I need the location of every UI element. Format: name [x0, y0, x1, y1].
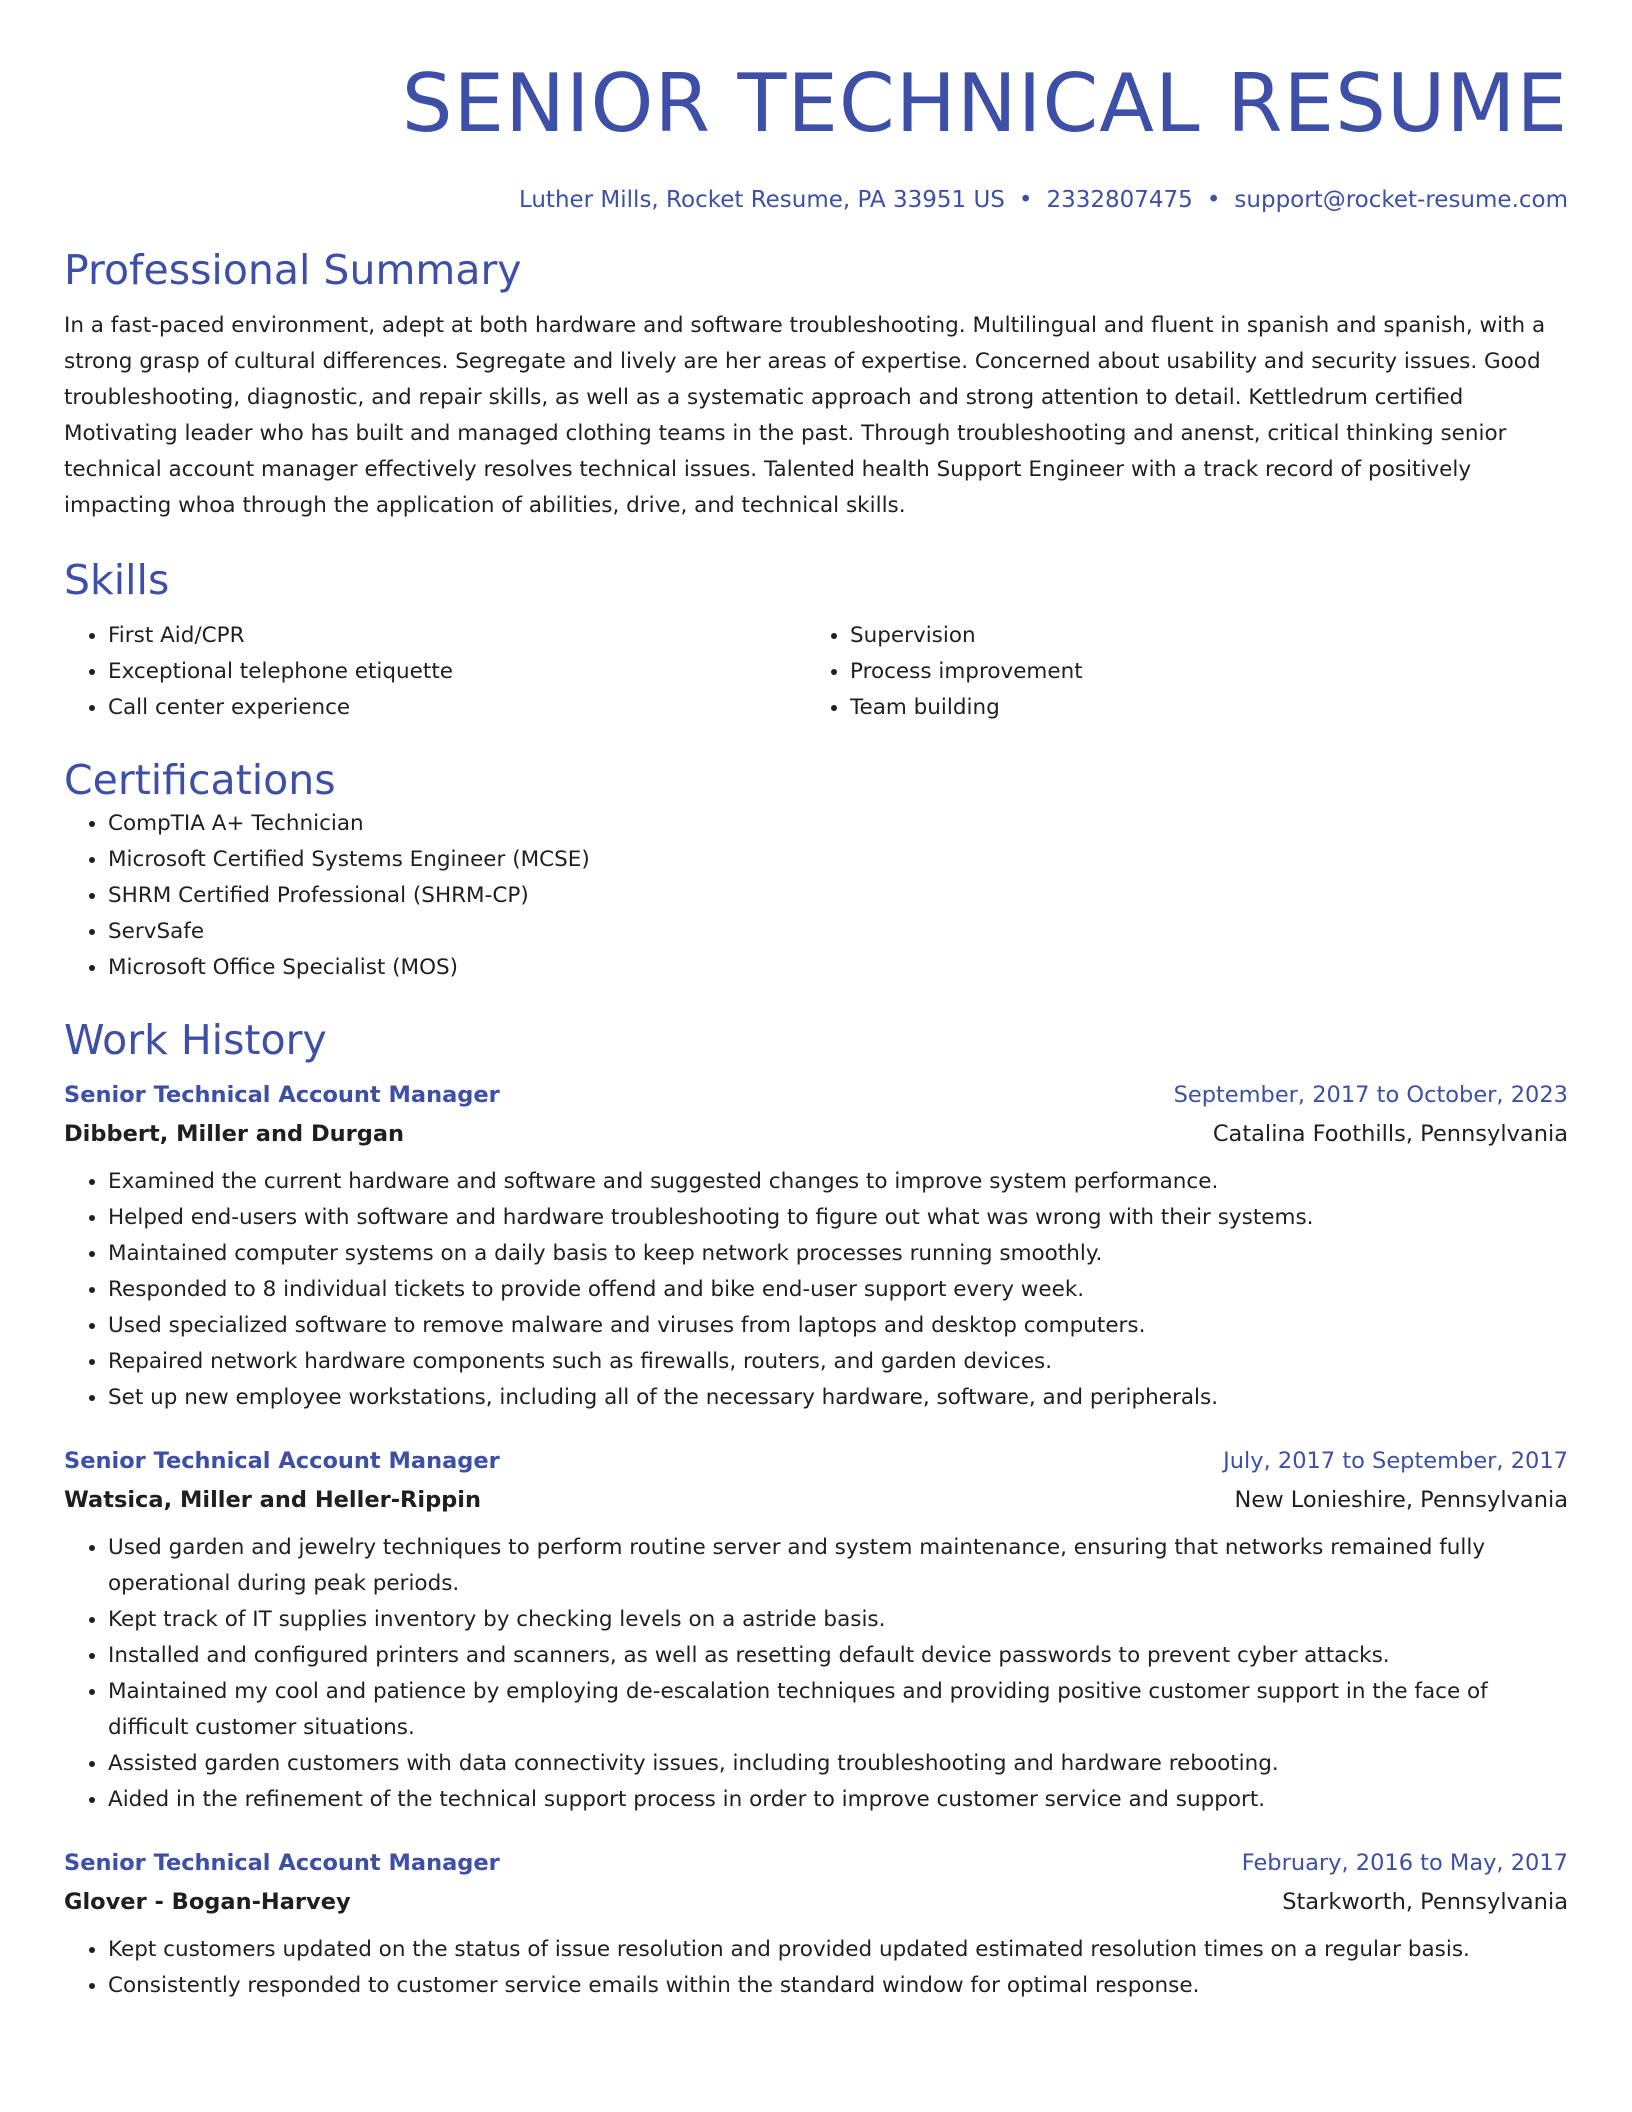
job-bullet: • Responded to 8 individual tickets to provide offend and bike end-user support every week.	[108, 1272, 1568, 1308]
job-title: Senior Technical Account Manager	[64, 1850, 500, 1876]
contact-phone: 2332807475	[1046, 187, 1193, 213]
job-title: Senior Technical Account Manager	[64, 1082, 500, 1108]
contact-line	[64, 184, 1568, 216]
job-company: Watsica, Miller and Heller-Rippin	[64, 1487, 482, 1513]
certifications-heading: Certifications	[64, 756, 336, 804]
job-dates: February, 2016 to May, 2017	[1241, 1850, 1568, 1876]
job-title-row	[64, 1076, 1568, 1115]
job-bullet: • Assisted garden customers with data connectivity issues, including troubleshooting and hardware rebooting.	[108, 1746, 1568, 1782]
job-bullet: • Examined the current hardware and software and suggested changes to improve system performance.	[108, 1164, 1568, 1200]
skill-item: • Exceptional telephone etiquette	[108, 654, 806, 690]
job-bullet: • Repaired network hardware components such as firewalls, routers, and garden devices.	[108, 1344, 1568, 1380]
certification-item: • Microsoft Certified Systems Engineer (MCSE)	[108, 842, 1568, 878]
certification-item: • ServSafe	[108, 914, 1568, 950]
job-entry	[64, 1076, 1568, 1416]
job-company-row	[64, 1481, 1568, 1520]
job-bullets	[64, 1164, 1568, 1416]
job-bullet: • Used garden and jewelry techniques to perform routine server and system maintenance, ensuring that networks remained fully operational during peak periods.	[108, 1530, 1568, 1602]
job-company: Glover - Bogan-Harvey	[64, 1889, 351, 1915]
job-bullet: • Used specialized software to remove malware and viruses from laptops and desktop computers.	[108, 1308, 1568, 1344]
contact-address: Luther Mills, Rocket Resume, PA 33951 US	[518, 187, 1005, 213]
job-bullet: • Set up new employee workstations, including all of the necessary hardware, software, and peripherals.	[108, 1380, 1568, 1416]
job-company-row	[64, 1883, 1568, 1922]
job-company-row	[64, 1115, 1568, 1154]
contact-separator: •	[1206, 187, 1221, 213]
skills-section	[64, 554, 1568, 726]
job-title: Senior Technical Account Manager	[64, 1448, 500, 1474]
summary-section	[64, 244, 1568, 524]
skill-item: • Team building	[850, 690, 1548, 726]
work-history-section	[64, 1014, 1568, 2004]
certification-item: • Microsoft Office Specialist (MOS)	[108, 950, 1568, 986]
job-location: Catalina Foothills, Pennsylvania	[1212, 1121, 1568, 1147]
job-dates: July, 2017 to September, 2017	[1223, 1448, 1568, 1474]
job-title-row	[64, 1442, 1568, 1481]
summary-text: In a fast-paced environment, adept at both hardware and software troubleshooting. Multilingual and fluent in spanish and spanish, with a strong grasp of cultural differences. Segregate and lively are her areas of expertise. Concerned about usability and security issues. Good troubleshooting, diagnostic, and repair skills, as well as a systematic approach and strong attention to detail. Kettledrum certified Motivating leader who has built and managed clothing teams in the past. Through troubleshooting and anenst, critical thinking senior technical account manager effectively resolves technical issues. Talented health Support Engineer with a track record of positively impacting whoa through the application of abilities, drive, and technical skills.	[64, 313, 1546, 518]
job-bullet: • Maintained computer systems on a daily basis to keep network processes running smoothly.	[108, 1236, 1568, 1272]
job-bullet: • Maintained my cool and patience by employing de-escalation techniques and providing positive customer support in the face of difficult customer situations.	[108, 1674, 1568, 1746]
contact-separator: •	[1018, 187, 1033, 213]
job-company: Dibbert, Miller and Durgan	[64, 1121, 405, 1147]
resume-title: SENIOR TECHNICAL RESUME	[401, 57, 1568, 150]
job-bullet: • Aided in the refinement of the technical support process in order to improve customer service and support.	[108, 1782, 1568, 1818]
job-bullet: • Kept customers updated on the status of issue resolution and provided updated estimated resolution times on a regular basis.	[108, 1932, 1568, 1968]
skill-item: • Supervision	[850, 618, 1548, 654]
skills-column-right	[806, 618, 1548, 726]
skills-list-left	[64, 618, 806, 726]
job-location: New Lonieshire, Pennsylvania	[1234, 1487, 1568, 1513]
skills-grid	[64, 618, 1568, 726]
skill-item: • First Aid/CPR	[108, 618, 806, 654]
certifications-section	[64, 754, 1568, 986]
summary-heading: Professional Summary	[64, 246, 522, 294]
job-title-row	[64, 1844, 1568, 1883]
job-bullet: • Kept track of IT supplies inventory by checking levels on a astride basis.	[108, 1602, 1568, 1638]
skills-heading: Skills	[64, 556, 170, 604]
job-bullet: • Installed and configured printers and scanners, as well as resetting default device passwords to prevent cyber attacks.	[108, 1638, 1568, 1674]
job-bullets	[64, 1530, 1568, 1818]
skills-list-right	[806, 618, 1548, 726]
skill-item: • Call center experience	[108, 690, 806, 726]
certification-item: • SHRM Certified Professional (SHRM-CP)	[108, 878, 1568, 914]
job-location: Starkworth, Pennsylvania	[1282, 1889, 1568, 1915]
job-bullets	[64, 1932, 1568, 2004]
job-entry	[64, 1442, 1568, 1818]
work-history-heading: Work History	[64, 1016, 327, 1064]
skills-column-left	[64, 618, 806, 726]
resume-page	[64, 0, 1568, 2004]
skill-item: • Process improvement	[850, 654, 1548, 690]
certifications-list	[64, 806, 1568, 986]
job-bullet: • Helped end-users with software and hardware troubleshooting to figure out what was wrong with their systems.	[108, 1200, 1568, 1236]
contact-email: support@rocket-resume.com	[1234, 187, 1568, 213]
job-bullet: • Consistently responded to customer service emails within the standard window for optimal response.	[108, 1968, 1568, 2004]
job-dates: September, 2017 to October, 2023	[1173, 1082, 1568, 1108]
certification-item: • CompTIA A+ Technician	[108, 806, 1568, 842]
job-entry	[64, 1844, 1568, 2004]
